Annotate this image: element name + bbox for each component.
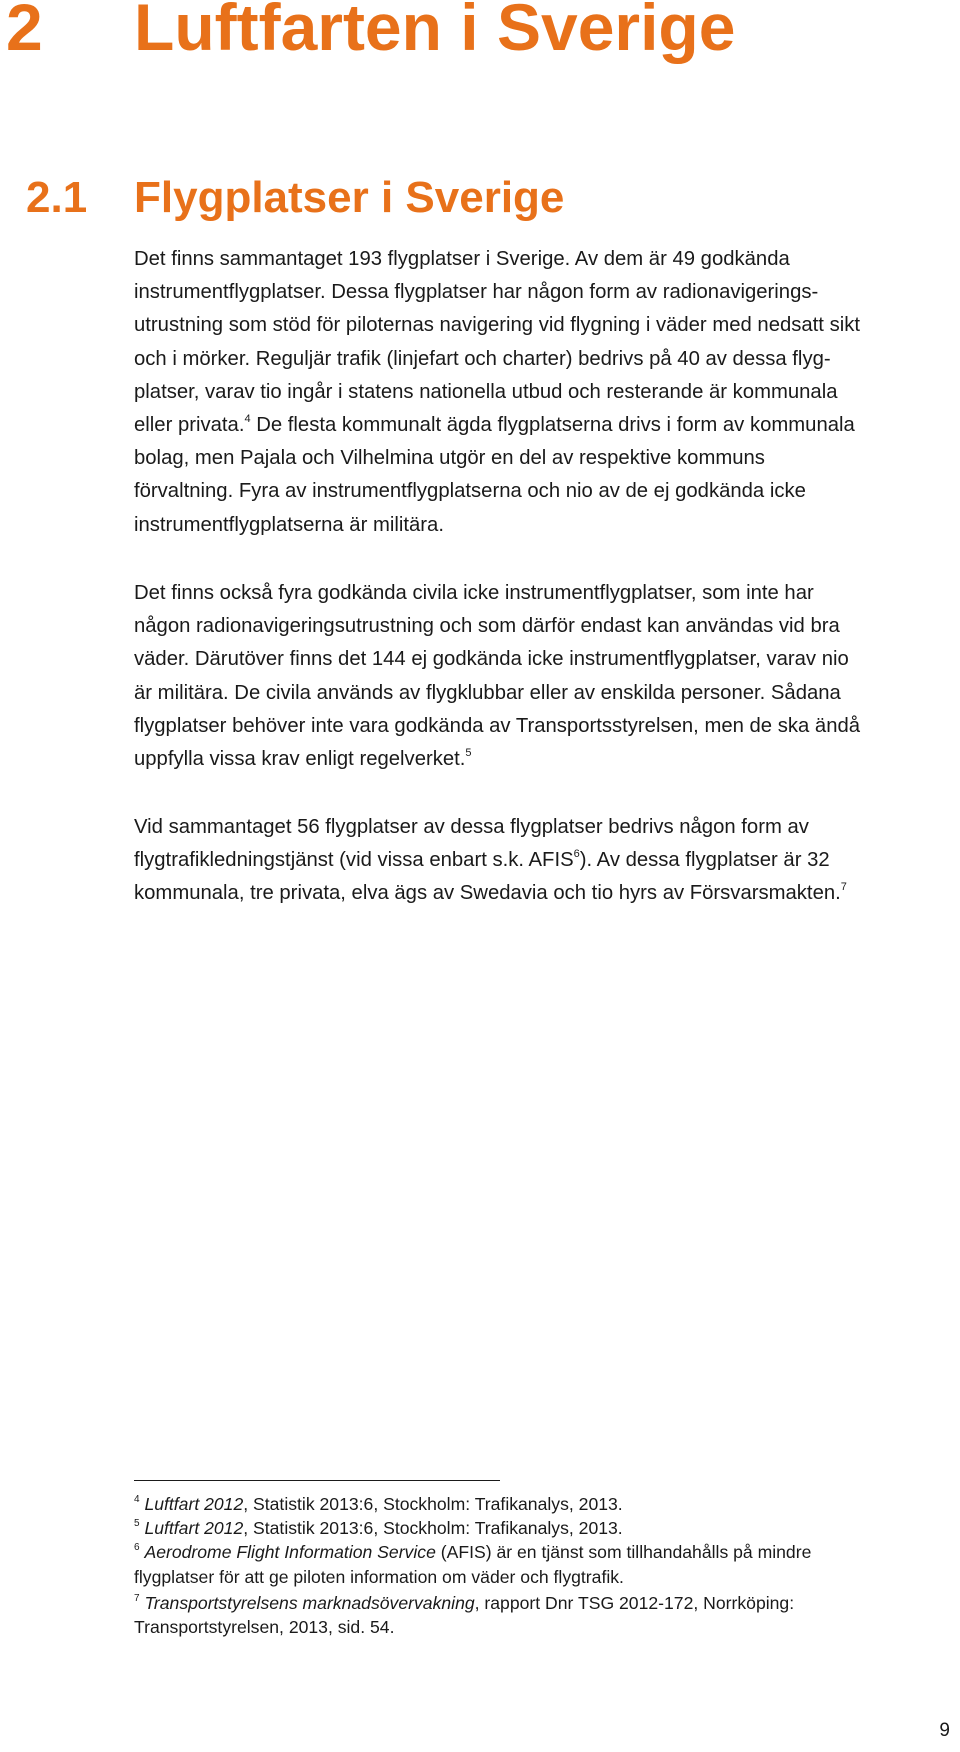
footnote-ref-5[interactable]: 5 <box>465 747 472 760</box>
text-line: bolag, men Pajala och Vilhelmina utgör en del av respektive kommuns <box>134 447 765 470</box>
text-line: instrumentflygplatser. Dessa flygplatser har någon form av radionavigerings- <box>134 281 819 304</box>
footnote-line <box>134 1591 944 1615</box>
footnote-title: Aerodrome Flight Information Service <box>144 1542 436 1563</box>
footnote-5 <box>134 1516 944 1540</box>
footnote-divider <box>134 1480 500 1481</box>
text-line <box>134 844 944 877</box>
footnote-number: 5 <box>134 1518 140 1530</box>
section-title-text: Flygplatser i Sverige <box>134 173 565 222</box>
footnote-number: 7 <box>134 1592 140 1604</box>
text-line: någon radionavigeringsutrustning och som därför endast kan användas vid bra <box>134 615 840 638</box>
text-line: Det finns sammantaget 193 flygplatser i Sverige. Av dem är 49 godkända <box>134 248 790 270</box>
text-line: flygplatser behöver inte vara godkända av Transportsstyrelsen, men de ska ändå <box>134 714 861 737</box>
footnote-4 <box>134 1492 944 1516</box>
text-line: utrustning som stöd för piloternas navigering vid flygning i väder med nedsatt sikt <box>134 314 860 337</box>
footnote-7 <box>134 1591 944 1639</box>
footnote-line <box>134 1492 944 1516</box>
text-segment: eller privata. <box>134 414 245 437</box>
footnote-ref-7[interactable]: 7 <box>840 881 847 894</box>
footnote-line <box>134 1540 944 1564</box>
text-line: förvaltning. Fyra av instrumentflygplatserna och nio av de ej godkända icke <box>134 480 806 503</box>
paragraph-3 <box>134 811 944 911</box>
footnote-title: Luftfart 2012 <box>144 1494 244 1514</box>
text-line <box>134 409 944 442</box>
footnotes <box>134 1492 944 1639</box>
chapter-title-text: Luftfarten i Sverige <box>134 0 736 64</box>
page-number: 9 <box>939 1720 950 1741</box>
text-line <box>134 743 944 776</box>
text-line: är militära. De civila används av flygklubbar eller av enskilda personer. Sådana <box>134 681 841 704</box>
text-segment: flygtrafikledningstjänst (vid vissa enbart s.k. AFIS <box>134 849 574 872</box>
text-line: platser, varav tio ingår i statens nationella utbud och resterande är kommunala <box>134 380 838 403</box>
text-segment: uppfylla vissa krav enligt regelverket. <box>134 748 466 771</box>
footnote-number: 4 <box>134 1494 140 1505</box>
text-line: Vid sammantaget 56 flygplatser av dessa flygplatser bedrivs någon form av <box>134 816 809 838</box>
footnote-ref-4[interactable]: 4 <box>244 413 251 426</box>
footnote-line <box>134 1516 944 1540</box>
footnote-title: Transportstyrelsens marknadsövervakning <box>144 1592 475 1613</box>
footnote-text: (AFIS) är en tjänst som tillhandahålls på mindre <box>435 1542 812 1563</box>
text-line: och i mörker. Reguljär trafik (linjefart och charter) bedrivs på 40 av dessa flyg- <box>134 347 831 370</box>
chapter-title <box>6 0 736 64</box>
section-title <box>26 173 565 222</box>
section-number: 2.1 <box>26 173 88 222</box>
footnote-ref-6[interactable]: 6 <box>573 848 580 861</box>
footnote-line: Transportstyrelsen, 2013, sid. 54. <box>134 1617 395 1638</box>
footnote-text: , Statistik 2013:6, Stockholm: Trafikanalys, 2013. <box>243 1494 623 1514</box>
footnote-title: Luftfart 2012 <box>144 1518 244 1539</box>
footnote-number: 6 <box>134 1542 140 1554</box>
footnote-text: , rapport Dnr TSG 2012-172, Norrköping: <box>474 1592 795 1613</box>
paragraph-2 <box>134 577 944 776</box>
text-line <box>134 877 944 910</box>
chapter-number: 2 <box>6 0 43 64</box>
text-line: Det finns också fyra godkända civila icke instrumentflygplatser, som inte har <box>134 582 814 604</box>
text-line: instrumentflygplatserna är militära. <box>134 513 444 536</box>
text-segment: ). Av dessa flygplatser är 32 <box>579 849 830 872</box>
text-line: väder. Därutöver finns det 144 ej godkända icke instrumentflygplatser, varav nio <box>134 648 849 671</box>
footnote-line: flygplatser för att ge piloten information om väder och flygtrafik. <box>134 1566 624 1587</box>
text-segment: De flesta kommunalt ägda flygplatserna drivs i form av kommunala <box>250 414 855 437</box>
paragraph-1 <box>134 243 944 542</box>
text-segment: kommunala, tre privata, elva ägs av Swedavia och tio hyrs av Försvarsmakten. <box>134 882 841 905</box>
footnote-text: , Statistik 2013:6, Stockholm: Trafikanalys, 2013. <box>243 1518 623 1539</box>
footnote-6 <box>134 1540 944 1588</box>
